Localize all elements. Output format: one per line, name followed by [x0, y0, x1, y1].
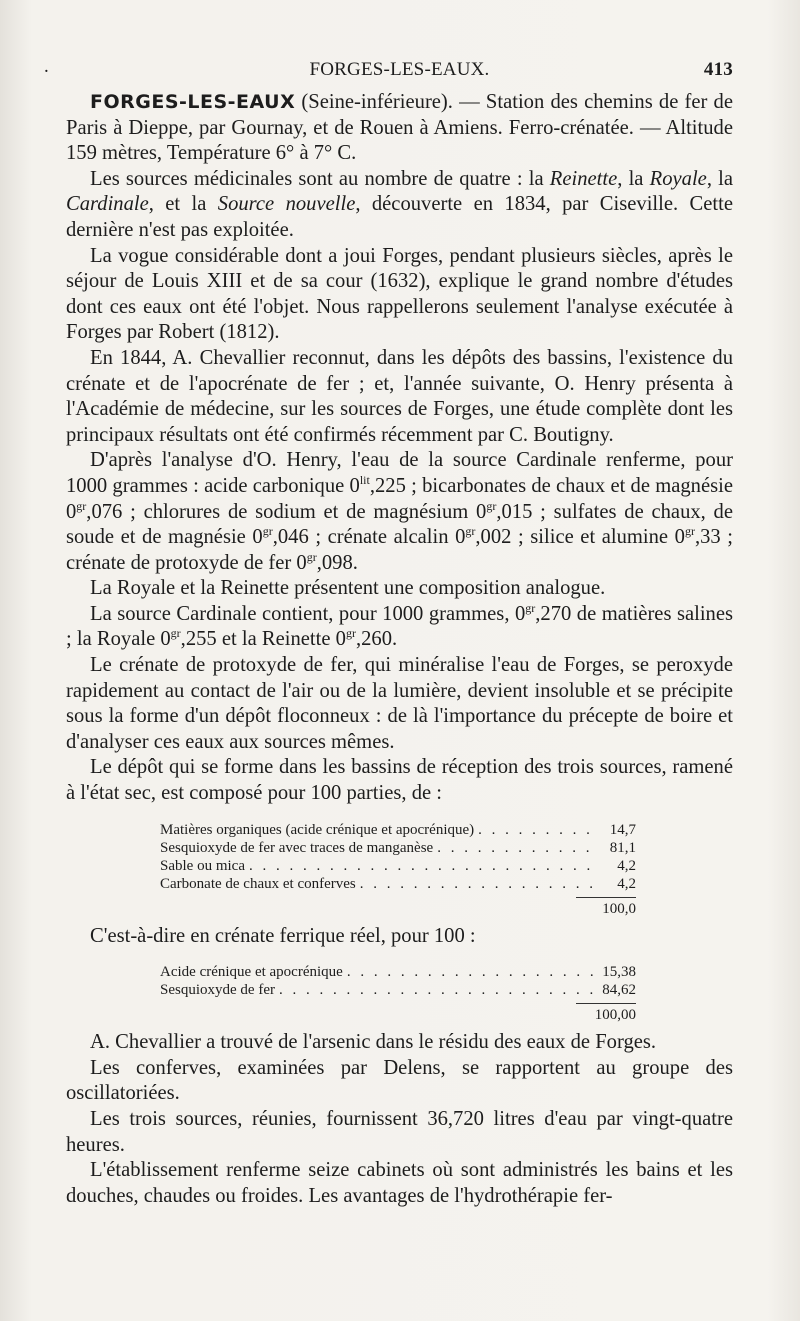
row-label: Carbonate de chaux et conferves: [160, 875, 356, 892]
row-label: Sable ou mica: [160, 857, 245, 874]
table-row: [160, 981, 636, 999]
text-run: ,260.: [355, 628, 398, 651]
row-value: 4,2: [617, 857, 636, 874]
dot-leader: [343, 963, 598, 981]
margin-dot: .: [44, 56, 49, 77]
dot-leader: [474, 821, 598, 839]
row-label: Sesquioxyde de fer: [160, 982, 275, 999]
text-run: ,002 ; silice et alumine 0: [475, 526, 685, 549]
unit-superscript: gr: [486, 498, 497, 513]
row-value: 81,1: [609, 839, 636, 856]
paragraph-crenate: Le crénate de protoxyde de fer, qui minéralise l'eau de Forges, se peroxyde rapidement au contact de l'air ou de la lumière, devient insoluble et se précipite sous la forme d'un dépôt floconneux : de là l'importance du précepte de boire et d'analyser ces eaux aux sources mêmes.: [66, 654, 733, 753]
row-label: Sesquioxyde de fer avec traces de manganèse: [160, 839, 434, 856]
row-value: 4,2: [617, 875, 636, 892]
dot-leader: [245, 857, 598, 875]
unit-superscript: gr: [76, 498, 87, 513]
table-row: [160, 839, 636, 857]
table-row: [160, 857, 636, 875]
text-run: ,225 ; bicarbonates de chaux et de magnésie 0: [66, 474, 733, 523]
source-name-royale: Royale: [649, 167, 707, 190]
text-run: ,33 ; crénate de protoxyde de fer 0: [66, 526, 733, 574]
paragraph-royale-reinette: La Royale et la Reinette présentent une composition analogue.: [90, 577, 606, 600]
text-run: ,255 et la Reinette 0: [180, 628, 346, 651]
unit-superscript: gr: [684, 524, 695, 539]
unit-superscript: gr: [525, 600, 536, 615]
dot-leader: [433, 839, 598, 857]
source-name-nouvelle: Source nouvelle: [217, 193, 356, 216]
paragraph-ferrique: C'est-à-dire en crénate ferrique réel, pour 100 :: [90, 924, 476, 947]
entry-heading: FORGES-LES-EAUX: [90, 91, 296, 113]
paragraph-intro: [66, 90, 733, 167]
text-run: D'après l'analyse d'O. Henry, l'eau de la source Cardinale renferme, pour 1000 grammes : acide carbonique 0: [66, 449, 733, 497]
unit-superscript: gr: [170, 626, 181, 641]
table-row: [160, 963, 636, 981]
text-run: ,015 ; sulfates de chaux, de soude et de magnésie 0: [66, 500, 733, 549]
body-text: [66, 90, 733, 1209]
unit-superscript: gr: [306, 549, 317, 564]
paragraph-analysis: [66, 448, 733, 576]
unit-superscript: lit: [359, 472, 370, 487]
composition-table-1: [160, 821, 636, 918]
row-value: 15,38: [602, 964, 636, 981]
running-title: FORGES-LES-EAUX.: [309, 59, 490, 80]
row-label: Matières organiques (acide crénique et apocrénique): [160, 821, 475, 838]
text-run: , la: [617, 167, 650, 190]
page-number: 413: [703, 59, 733, 80]
paragraph-arsenic: A. Chevallier a trouvé de l'arsenic dans le résidu des eaux de Forges.: [90, 1031, 657, 1054]
table-total: 100,00: [576, 1003, 636, 1024]
source-name-reinette: Reinette: [549, 167, 618, 190]
row-label: Acide crénique et apocrénique: [160, 964, 343, 981]
paragraph-depot: Le dépôt qui se forme dans les bassins de réception des trois sources, ramené à l'état sec, est composé pour 100 parties, de :: [66, 756, 733, 805]
paragraph-debit: Les trois sources, réunies, fournissent 36,720 litres d'eau par vingt-quatre heures.: [66, 1108, 733, 1156]
paragraph-etablissement: L'établissement renferme seize cabinets où sont administrés les bains et les douches, chaudes ou froides. Les avantages de l'hydrothérapie fer-: [66, 1159, 733, 1207]
text-run: ,270 de matières salines ; la Royale 0: [66, 602, 733, 651]
paragraph-chevallier: En 1844, A. Chevallier reconnut, dans les dépôts des bassins, l'existence du crénate et de l'apocrénate de fer ; et, l'année suivante, O. Henry présenta à l'Académie de médecine, sur les sources de Forges, une étude complète dont les principaux résultats ont été confirmés récemment par C. Boutigny.: [66, 346, 733, 446]
paragraph-salines: [66, 602, 733, 653]
row-value: 14,7: [609, 821, 636, 838]
text-run: La source Cardinale contient, pour 1000 grammes, 0: [90, 602, 526, 625]
composition-table-2: [160, 963, 636, 1024]
running-head: [44, 56, 733, 86]
table-total: 100,0: [576, 897, 636, 918]
paragraph-conferves: Les conferves, examinées par Delens, se rapportent au groupe des oscillatoriées.: [66, 1056, 733, 1105]
text-run: ,076 ; chlorures de sodium et de magnésium 0: [86, 500, 487, 523]
source-name-cardinale: Cardinale: [66, 193, 149, 216]
row-value: 84,62: [602, 982, 636, 999]
dot-leader: [356, 875, 598, 893]
table-row: [160, 875, 636, 893]
paragraph-history: La vogue considérable dont a joui Forges, pendant plusieurs siècles, après le séjour de Louis XIII et de sa cour (1632), explique le grand nombre d'études dont ces eaux ont été l'objet. Nous rappellerons seulement l'analyse exécutée à Forges par Robert (1812).: [66, 244, 733, 344]
text-run: , et la: [148, 193, 218, 216]
intro-text: (Seine-inférieure). — Station des chemins de fer de Paris à Dieppe, par Gournay, et de Rouen à Amiens. Ferro-crénatée. — Altitude 159 mètres, Température 6° à 7° C.: [66, 91, 733, 165]
text-run: , découverte en 1834, par Ciseville. Cette dernière n'est pas exploitée.: [66, 193, 733, 241]
text-run: ,046 ; crénate alcalin 0: [272, 526, 466, 549]
unit-superscript: gr: [262, 524, 273, 539]
unit-superscript: gr: [465, 524, 476, 539]
paragraph-sources: [66, 167, 733, 244]
table-row: [160, 821, 636, 839]
text-run: , la: [706, 167, 734, 190]
dot-leader: [275, 981, 598, 999]
text-run: Les sources médicinales sont au nombre de quatre : la: [90, 167, 550, 190]
unit-superscript: gr: [345, 626, 356, 641]
text-run: ,098.: [316, 551, 358, 574]
